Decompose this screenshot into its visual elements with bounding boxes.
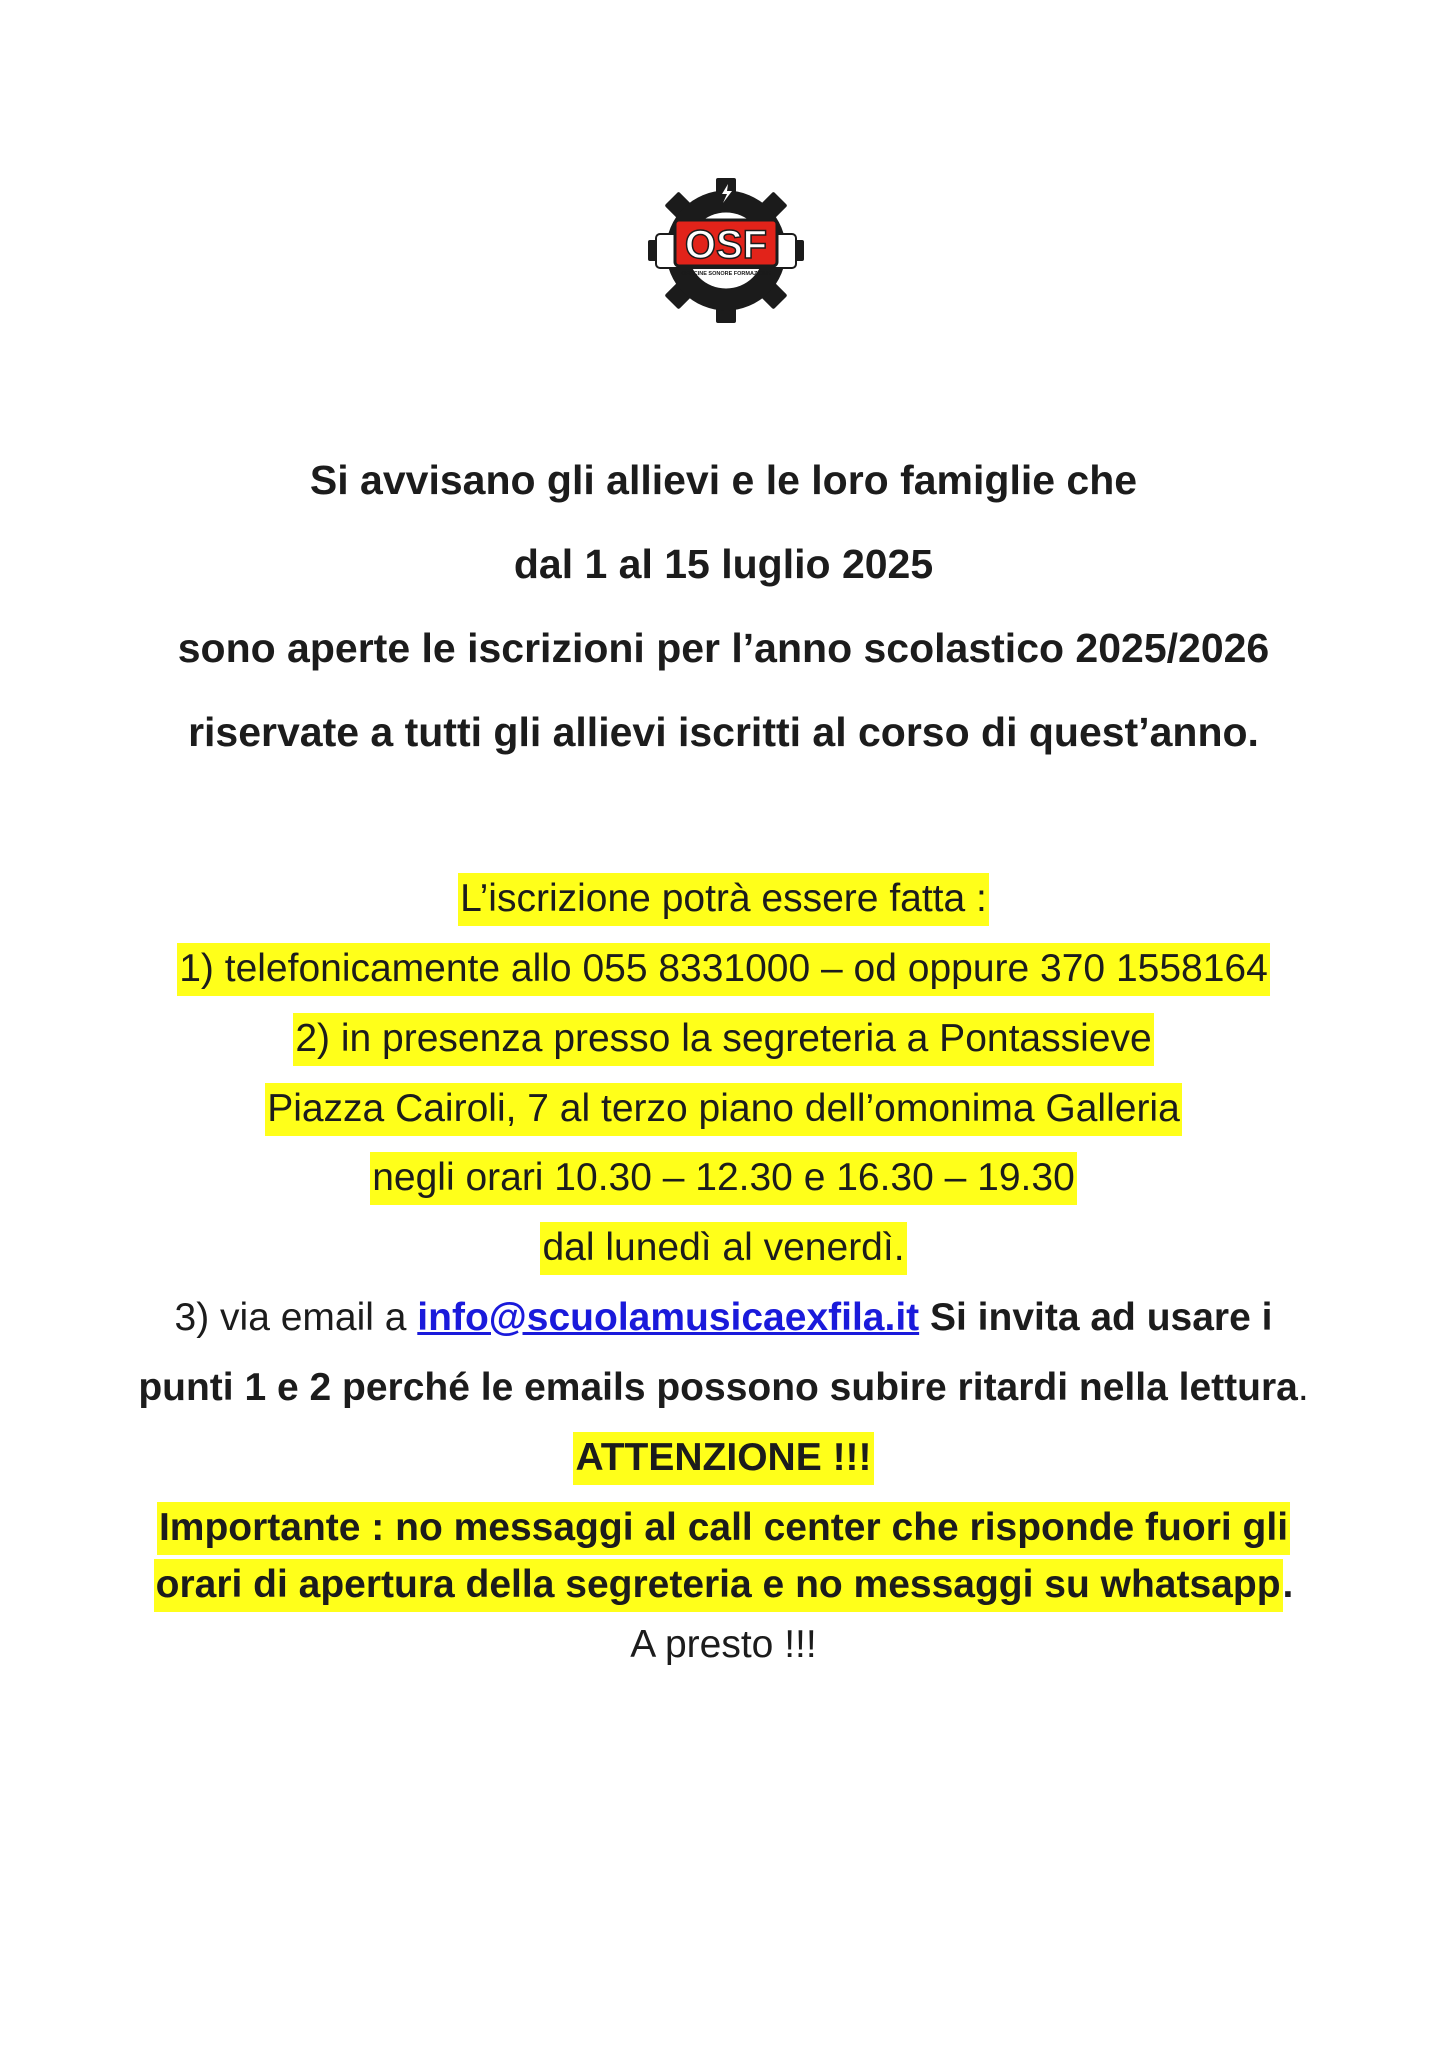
logo-subtitle: OFFICINE SONORE FORMAZIONE: [681, 271, 771, 277]
gear-logo-icon: [648, 178, 804, 323]
osf-logo: [648, 178, 804, 323]
attention-label: ATTENZIONE !!!: [573, 1432, 873, 1485]
closing-text: A presto !!!: [630, 1623, 817, 1666]
intro-line-3: sono aperte le iscrizioni per l’anno scolastico 2025/2026: [177, 625, 1270, 671]
option-email-row: [0, 1298, 1447, 1337]
intro-line-4: riservate a tutti gli allievi iscritti al corso di quest’anno.: [188, 709, 1259, 755]
option-email-note-end: .: [1297, 1366, 1309, 1409]
office-days: dal lunedì al venerdì.: [540, 1222, 906, 1275]
office-hours: negli orari 10.30 – 12.30 e 16.30 – 19.30: [370, 1152, 1077, 1205]
intro-line-2: dal 1 al 15 luglio 2025: [513, 541, 934, 587]
important-line-1: Importante : no messaggi al call center che risponde fuori gli: [157, 1502, 1290, 1555]
office-address: Piazza Cairoli, 7 al terzo piano dell’omonima Galleria: [265, 1083, 1182, 1136]
important-line-2: orari di apertura della segreteria e no messaggi su whatsapp: [154, 1559, 1283, 1612]
option-email-prefix: 3) via email a: [174, 1296, 418, 1339]
option-email-note: punti 1 e 2 perché le emails possono subire ritardi nella lettura: [138, 1366, 1298, 1409]
option-phone: 1) telefonicamente allo 055 8331000 – od oppure 370 1558164: [177, 943, 1270, 996]
enrollment-heading: L’iscrizione potrà essere fatta :: [458, 873, 989, 926]
email-link[interactable]: info@scuolamusicaexfila.it: [417, 1296, 920, 1339]
enrollment-heading-row: [0, 879, 1447, 918]
option-email-note-row: [0, 1368, 1447, 1407]
option-phone-row: [0, 949, 1447, 988]
important-row-2: [0, 1565, 1447, 1604]
important-row-1: [0, 1508, 1447, 1547]
intro-line-1: Si avvisano gli allievi e le loro famiglie che: [309, 457, 1138, 503]
important-line-2-end: .: [1282, 1563, 1294, 1606]
option-in-person-row: [0, 1019, 1447, 1058]
office-hours-row: [0, 1158, 1447, 1197]
office-address-row: [0, 1089, 1447, 1128]
attention-row: [0, 1438, 1447, 1477]
office-days-row: [0, 1228, 1447, 1267]
option-email-suffix: Si invita ad usare i: [919, 1296, 1273, 1339]
option-in-person: 2) in presenza presso la segreteria a Pontassieve: [293, 1013, 1153, 1066]
logo-text: OSF: [684, 223, 768, 267]
